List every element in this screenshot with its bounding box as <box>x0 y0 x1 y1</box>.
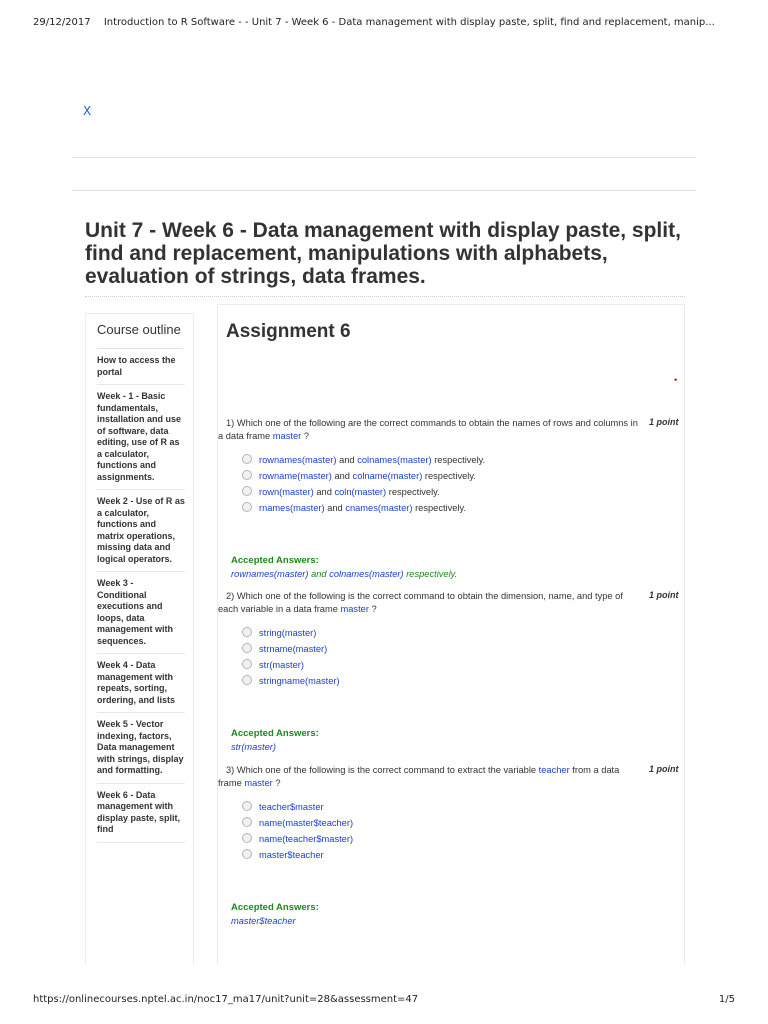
question-1-code: master <box>272 431 302 441</box>
course-outline-heading: Course outline <box>97 324 183 349</box>
question-3-code-2: master <box>244 778 273 788</box>
accepted-answers-label: Accepted Answers: <box>231 555 319 566</box>
print-date: 29/12/2017 <box>33 17 91 28</box>
question-3-option-4[interactable]: master$teacher <box>242 849 324 861</box>
question-2-text: 2) Which one of the following is the correct command to obtain the dimension, name, and type of each variable in a data frame master ? <box>218 591 623 614</box>
print-url: https://onlinecourses.nptel.ac.in/noc17_ma17/unit?unit=28&assessment=47 <box>33 994 419 1005</box>
question-2-code: master <box>340 604 369 614</box>
divider <box>72 157 696 158</box>
radio-button[interactable] <box>242 659 252 669</box>
required-marker: • <box>673 376 679 386</box>
question-1-option-3[interactable]: rown(master) and coln(master) respectively. <box>242 486 440 498</box>
accepted-answer: master$teacher <box>231 916 296 926</box>
question-2-option-3[interactable]: str(master) <box>242 659 304 671</box>
question-1-option-2[interactable]: rowname(master) and colname(master) respectively. <box>242 470 476 482</box>
radio-button[interactable] <box>242 833 252 843</box>
assignment-title: Assignment 6 <box>226 321 351 342</box>
print-page-number: 1/5 <box>718 994 735 1005</box>
question-3-option-1[interactable]: teacher$master <box>242 801 324 813</box>
accepted-answer: str(master) <box>231 742 276 752</box>
question-1-points: 1 point <box>649 417 679 427</box>
question-2-option-2[interactable]: strname(master) <box>242 643 327 655</box>
sidebar-item-week-6[interactable]: Week 6 - Data management with display paste, split, find <box>97 784 185 843</box>
radio-button[interactable] <box>242 801 252 811</box>
sidebar-item-week-1[interactable]: Week - 1 - Basic fundamentals, installation and use of software, data editing, use of R as a calculator, functions and assignments. <box>97 385 185 490</box>
accepted-answers-label: Accepted Answers: <box>231 728 319 739</box>
sidebar-item-week-2[interactable]: Week 2 - Use of R as a calculator, functions and matrix operations, missing data and logical operators. <box>97 490 185 572</box>
sidebar-item-week-5[interactable]: Week 5 - Vector indexing, factors, Data management with strings, display and formatting. <box>97 713 185 784</box>
radio-button[interactable] <box>242 470 252 480</box>
divider <box>72 190 696 191</box>
accepted-answers-label: Accepted Answers: <box>231 902 319 913</box>
radio-button[interactable] <box>242 675 252 685</box>
radio-button[interactable] <box>242 849 252 859</box>
question-3-points: 1 point <box>649 764 679 774</box>
question-3-option-2[interactable]: name(master$teacher) <box>242 817 353 829</box>
question-2-option-1[interactable]: string(master) <box>242 627 316 639</box>
question-3-option-3[interactable]: name(teacher$master) <box>242 833 353 845</box>
question-1-option-4[interactable]: rnames(master) and cnames(master) respectively. <box>242 502 466 514</box>
course-outline-sidebar <box>85 313 194 964</box>
question-1-option-1[interactable]: rownames(master) and colnames(master) respectively. <box>242 454 485 466</box>
assignment-panel <box>217 304 685 965</box>
print-doc-title: Introduction to R Software - - Unit 7 - Week 6 - Data management with display paste, split, find and replacement, manip... <box>103 17 715 28</box>
radio-button[interactable] <box>242 486 252 496</box>
sidebar-item-portal[interactable]: How to access the portal <box>97 349 185 385</box>
sidebar-item-week-3[interactable]: Week 3 - Conditional executions and loops, data management with sequences. <box>97 572 185 654</box>
close-link[interactable]: X <box>83 104 92 118</box>
accepted-answer: rownames(master) and colnames(master) respectively. <box>231 569 458 579</box>
radio-button[interactable] <box>242 817 252 827</box>
title-divider <box>85 296 685 297</box>
question-3-text: 3) Which one of the following is the correct command to extract the variable teacher from a data frame master ? <box>218 765 620 788</box>
question-3-code: teacher <box>538 765 570 775</box>
radio-button[interactable] <box>242 502 252 512</box>
print-header <box>33 17 738 28</box>
radio-button[interactable] <box>242 627 252 637</box>
course-outline-list <box>86 349 193 843</box>
question-1-text: 1) Which one of the following are the correct commands to obtain the names of rows and columns in a data frame master ? <box>218 418 638 441</box>
radio-button[interactable] <box>242 454 252 464</box>
question-2-points: 1 point <box>649 590 679 600</box>
question-2-option-4[interactable]: stringname(master) <box>242 675 340 687</box>
page-title: Unit 7 - Week 6 - Data management with display paste, split, find and replacement, manipulations with alphabets, evaluation of strings, data frames. <box>85 219 681 288</box>
radio-button[interactable] <box>242 643 252 653</box>
sidebar-item-week-4[interactable]: Week 4 - Data management with repeats, sorting, ordering, and lists <box>97 654 185 713</box>
print-footer <box>33 994 738 1005</box>
